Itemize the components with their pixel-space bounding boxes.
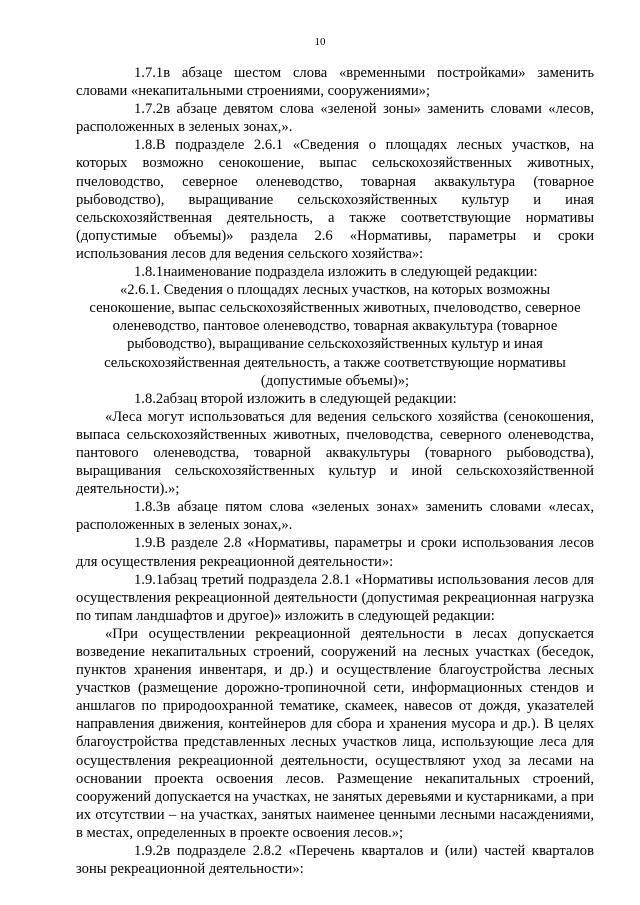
paragraph-1-7-1 bbox=[76, 64, 594, 100]
quoted-heading-2-6-1: «2.6.1. Сведения о площадях лесных участков, на которых возможны сенокошение, выпас сельскохозяйственных животных, пчеловодство, северное оленеводство, пантовое оленеводство, товарная аквакультура (товарное рыбоводство), выращивание сельскохозяйственных культур и иная сельскохозяйственная деятельность, а также соответствующие нормативы (допустимые объемы)»; bbox=[89, 282, 581, 389]
quoted-paragraph-forestry-use: «Леса могут использоваться для ведения сельского хозяйства (сенокошения, выпаса сельскохозяйственных животных, пчеловодства, северного оленеводства, пантового оленеводства, товарной аквакультуры (товарного рыбоводства), выращивания сельскохозяйственных культур и иной сельскохозяйственной деятельности).»; bbox=[76, 408, 594, 498]
paragraph-1-9-2 bbox=[76, 842, 594, 878]
paragraph-text: в подразделе 2.8.2 «Перечень кварталов и (или) частей кварталов зоны рекреационной деятельности»: bbox=[76, 843, 594, 878]
paragraph-1-9-1 bbox=[76, 571, 594, 625]
paragraph-1-7-2 bbox=[76, 100, 594, 136]
paragraph-number: 1.8.2 bbox=[134, 390, 164, 407]
paragraph-1-8 bbox=[76, 136, 594, 263]
paragraph-number: 1.7.2 bbox=[134, 101, 164, 118]
paragraph-number: 1.9. bbox=[134, 535, 156, 552]
quoted-paragraph-recreation: «При осуществлении рекреационной деятельности в лесах допускается возведение некапитальных строений, сооружений на лесных участках (беседок, пунктов хранения инвентаря, и др.) и осуществление благоустройства лесных участков (размещение дорожно-тропиночной сети, информационных стендов и аншлагов по природоохранной тематике, скамеек, навесов от дождя, указателей направления движения, контейнеров для сбора и хранения мусора и др.). В целях благоустройства представленных лесных участков лица, использующие леса для осуществления рекреационной деятельности, осуществляют уход за лесами на основании проекта освоения лесов. Размещение некапитальных строений, сооружений допускается на участках, не занятых деревьями и кустарниками, а при их отсутствии – на участках, занятых наименее ценными лесными насаждениями, в местах, определенных в проекте освоения лесов.»; bbox=[76, 625, 594, 841]
paragraph-text: наименование подраздела изложить в следующей редакции: bbox=[163, 264, 538, 281]
paragraph-text: В подразделе 2.6.1 «Сведения о площадях лесных участков, на которых возможно сенокошение, выпас сельскохозяйственных животных, пчеловодство, северное оленеводство, товарная аквакультура (товарное рыбоводство), выращивание сельскохозяйственных культур и иная сельскохозяйственная деятельность, а также соответствующие нормативы (допустимые объемы)» раздела 2.6 «Нормативы, параметры и сроки использования лесов для ведения сельского хозяйства»: bbox=[76, 137, 594, 262]
paragraph-text: в абзаце пятом слова «зеленых зонах» заменить словами «лесах, расположенных в зеленых зонах,». bbox=[76, 499, 594, 534]
document-body bbox=[76, 64, 594, 878]
paragraph-number: 1.9.1 bbox=[134, 571, 164, 588]
paragraph-number: 1.8. bbox=[134, 137, 156, 154]
paragraph-text: в абзаце девятом слова «зеленой зоны» заменить словами «лесов, расположенных в зеленых зонах,». bbox=[76, 101, 594, 136]
paragraph-number: 1.8.3 bbox=[134, 499, 164, 516]
paragraph-number: 1.9.2 bbox=[134, 843, 164, 860]
paragraph-text: В разделе 2.8 «Нормативы, параметры и сроки использования лесов для осуществления рекреационной деятельности»: bbox=[76, 535, 594, 570]
paragraph-1-8-3 bbox=[76, 498, 594, 534]
paragraph-1-8-2 bbox=[76, 390, 594, 408]
paragraph-1-8-1 bbox=[76, 263, 594, 281]
paragraph-text: абзац третий подраздела 2.8.1 «Нормативы использования лесов для осуществления рекреационной деятельности (допустимая рекреационная нагрузка по типам ландшафтов и другое)» изложить в следующей редакции: bbox=[76, 571, 594, 624]
paragraph-number: 1.7.1 bbox=[134, 65, 164, 81]
paragraph-text: в абзаце шестом слова «временными постройками» заменить словами «некапитальными строениями, сооружениями»; bbox=[76, 65, 594, 100]
paragraph-number: 1.8.1 bbox=[134, 264, 164, 281]
page-number: 10 bbox=[314, 36, 326, 48]
paragraph-text: абзац второй изложить в следующей редакции: bbox=[163, 390, 457, 407]
paragraph-1-9 bbox=[76, 534, 594, 570]
